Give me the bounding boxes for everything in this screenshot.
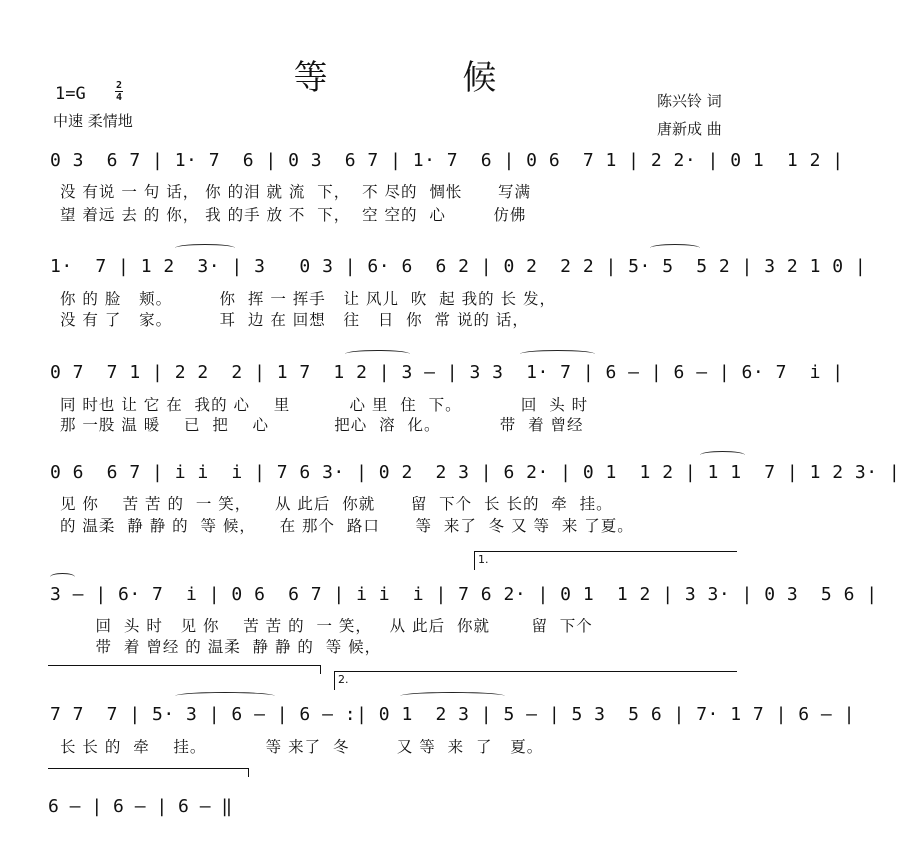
time-signature-bottom: 4	[115, 92, 123, 103]
tie-mark	[175, 244, 235, 252]
lyric-line-4a: 见 你 苦 苦 的 一 笑， 从 此后 你就 留 下个 长 长的 牵 挂。	[60, 495, 613, 513]
final-measures: 6 — | 6 — | 6 — ‖	[48, 796, 233, 817]
tie-mark	[50, 573, 75, 581]
second-ending-label: 2.	[338, 673, 349, 686]
first-ending-label: 1.	[478, 553, 489, 566]
score-line-6: 7 7 7 | 5· 3 | 6 — | 6 — :| 0 1 2 3 | 5 — | 5 3 5 6 | 7· 1 7 | 6 — |	[50, 704, 855, 725]
second-ending-bracket	[334, 671, 737, 690]
lyric-line-2a: 你 的 脸 颊。 你 挥 一 挥手 让 风儿 吹 起 我的 长 发，	[60, 290, 556, 308]
score-line-2: 1· 7 | 1 2 3· | 3 0 3 | 6· 6 6 2 | 0 2 2 2 | 5· 5 5 2 | 3 2 1 0 |	[50, 256, 867, 277]
lyric-line-5b: 带 着 曾经 的 温柔 静 静 的 等 候，	[60, 638, 382, 656]
time-signature-top: 2	[115, 80, 123, 91]
lyric-line-2b: 没 有 了 家。 耳 边 在 回想 往 日 你 常 说的 话，	[60, 311, 529, 329]
first-ending-bracket	[474, 551, 737, 570]
lyric-line-1a: 没 有说 一 句 话， 你 的泪 就 流 下， 不 尽的 惆怅 写满	[60, 183, 531, 201]
song-title: 等 候	[293, 58, 559, 98]
tie-mark	[345, 350, 410, 358]
tie-mark	[700, 451, 745, 459]
score-line-4: 0 6 6 7 | i i i | 7 6 3· | 0 2 2 3 | 6 2· | 0 1 1 2 | 1 1 7 | 1 2 3· |	[50, 462, 900, 483]
ending-bracket	[48, 768, 249, 777]
tempo-marking: 中速 柔情地	[53, 112, 133, 130]
lyric-line-3b: 那 一股 温 暖 已 把 心 把心 溶 化。 带 着 曾经	[60, 416, 584, 434]
time-signature	[115, 80, 123, 103]
key-signature: 1=G	[55, 84, 86, 104]
tie-mark	[520, 350, 595, 358]
score-line-5: 3 — | 6· 7 i | 0 6 6 7 | i i i | 7 6 2· | 0 1 1 2 | 3 3· | 0 3 5 6 |	[50, 584, 878, 605]
tie-mark	[175, 692, 275, 700]
tie-mark	[400, 692, 505, 700]
score-line-3: 0 7 7 1 | 2 2 2 | 1 7 1 2 | 3 — | 3 3 1· 7 | 6 — | 6 — | 6· 7 i |	[50, 362, 844, 383]
composer-credit: 唐新成 曲	[657, 120, 722, 138]
slur-mark	[650, 244, 700, 252]
lyric-line-6a: 长 长 的 牵 挂。 等 来了 冬 又 等 来 了 夏。	[60, 738, 544, 756]
score-line-1: 0 3 6 7 | 1· 7 6 | 0 3 6 7 | 1· 7 6 | 0 6 7 1 | 2 2· | 0 1 1 2 |	[50, 150, 844, 171]
lyric-line-3a: 同 时也 让 它 在 我的 心 里 心 里 住 下。 回 头 时	[60, 396, 589, 414]
first-ending-bracket-end	[48, 665, 321, 674]
lyric-line-1b: 望 着远 去 的 你， 我 的手 放 不 下， 空 空的 心 仿佛	[60, 206, 527, 224]
lyric-line-4b: 的 温柔 静 静 的 等 候， 在 那个 路口 等 来了 冬 又 等 来 了夏。	[60, 517, 634, 535]
lyricist-credit: 陈兴铃 词	[657, 92, 722, 110]
lyric-line-5a: 回 头 时 见 你 苦 苦 的 一 笑， 从 此后 你就 留 下个	[60, 617, 593, 635]
